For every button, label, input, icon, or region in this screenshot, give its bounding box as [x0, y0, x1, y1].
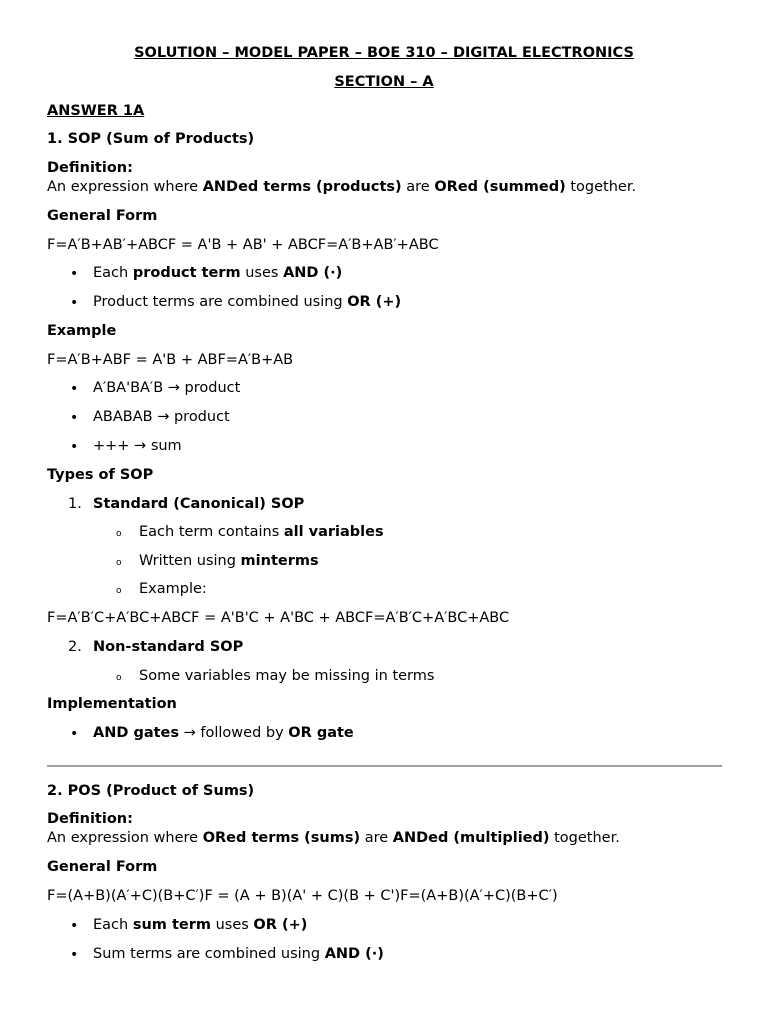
bullet-icon: • [70, 266, 79, 282]
bullet-icon: • [70, 947, 79, 963]
sop-implementation-text: AND gates → followed by OR gate [93, 725, 354, 741]
sop-example-bullet: ABABAB → product [93, 409, 230, 425]
bullet-icon: • [70, 726, 79, 742]
circle-bullet-icon: o [116, 673, 122, 683]
bullet-icon: • [70, 918, 79, 934]
pos-bullet-combined: Sum terms are combined using AND (·) [93, 946, 384, 962]
sop-definition-text: An expression where ANDed terms (products) are ORed (summed) together. [47, 179, 637, 195]
list-number: 2. [68, 639, 82, 655]
sop-example-bullet: A′BA'BA′B → product [93, 380, 241, 396]
sop-example-bullet: +++ → sum [93, 438, 182, 454]
list-number: 1. [68, 496, 82, 512]
document-title: SOLUTION – MODEL PAPER – BOE 310 – DIGITAL ELECTRONICS [134, 45, 634, 61]
sop-bullet-product-term: Each product term uses AND (·) [93, 265, 343, 281]
sop-general-form-equation: F=A′B+AB′+ABCF = A'B + AB' + ABCF=A′B+AB′+ABC [47, 237, 439, 253]
section-divider [47, 765, 722, 767]
circle-bullet-icon: o [116, 558, 122, 568]
bullet-icon: • [70, 381, 79, 397]
pos-definition-text: An expression where ORed terms (sums) are ANDed (multiplied) together. [47, 830, 620, 846]
sop-heading: 1. SOP (Sum of Products) [47, 131, 255, 147]
sop-bullet-combined: Product terms are combined using OR (+) [93, 294, 402, 310]
sop-type1-item: Example: [139, 581, 207, 597]
sop-type2-item: Some variables may be missing in terms [139, 668, 435, 684]
pos-general-form-equation: F=(A+B)(A′+C)(B+C′)F = (A + B)(A' + C)(B + C')F=(A+B)(A′+C)(B+C′) [47, 888, 558, 904]
sop-implementation-label: Implementation [47, 696, 177, 712]
sop-type1-item: Written using minterms [139, 553, 319, 569]
pos-heading: 2. POS (Product of Sums) [47, 783, 255, 799]
pos-bullet-sum-term: Each sum term uses OR (+) [93, 917, 308, 933]
pos-definition-label: Definition: [47, 811, 133, 827]
sop-types-label: Types of SOP [47, 467, 154, 483]
section-title: SECTION – A [334, 74, 434, 90]
circle-bullet-icon: o [116, 529, 122, 539]
bullet-icon: • [70, 295, 79, 311]
sop-type1-item: Each term contains all variables [139, 524, 384, 540]
bullet-icon: • [70, 439, 79, 455]
sop-general-form-label: General Form [47, 208, 158, 224]
bullet-icon: • [70, 410, 79, 426]
sop-example-label: Example [47, 323, 117, 339]
sop-type1-title: Standard (Canonical) SOP [93, 496, 305, 512]
pos-general-form-label: General Form [47, 859, 158, 875]
sop-example-equation: F=A′B+ABF = A'B + ABF=A′B+AB [47, 352, 294, 368]
sop-definition-label: Definition: [47, 160, 133, 176]
answer-label: ANSWER 1A [47, 103, 145, 119]
sop-type1-example-equation: F=A′B′C+A′BC+ABCF = A'B'C + A'BC + ABCF=A′B′C+A′BC+ABC [47, 610, 510, 626]
circle-bullet-icon: o [116, 586, 122, 596]
sop-type2-title: Non-standard SOP [93, 639, 244, 655]
